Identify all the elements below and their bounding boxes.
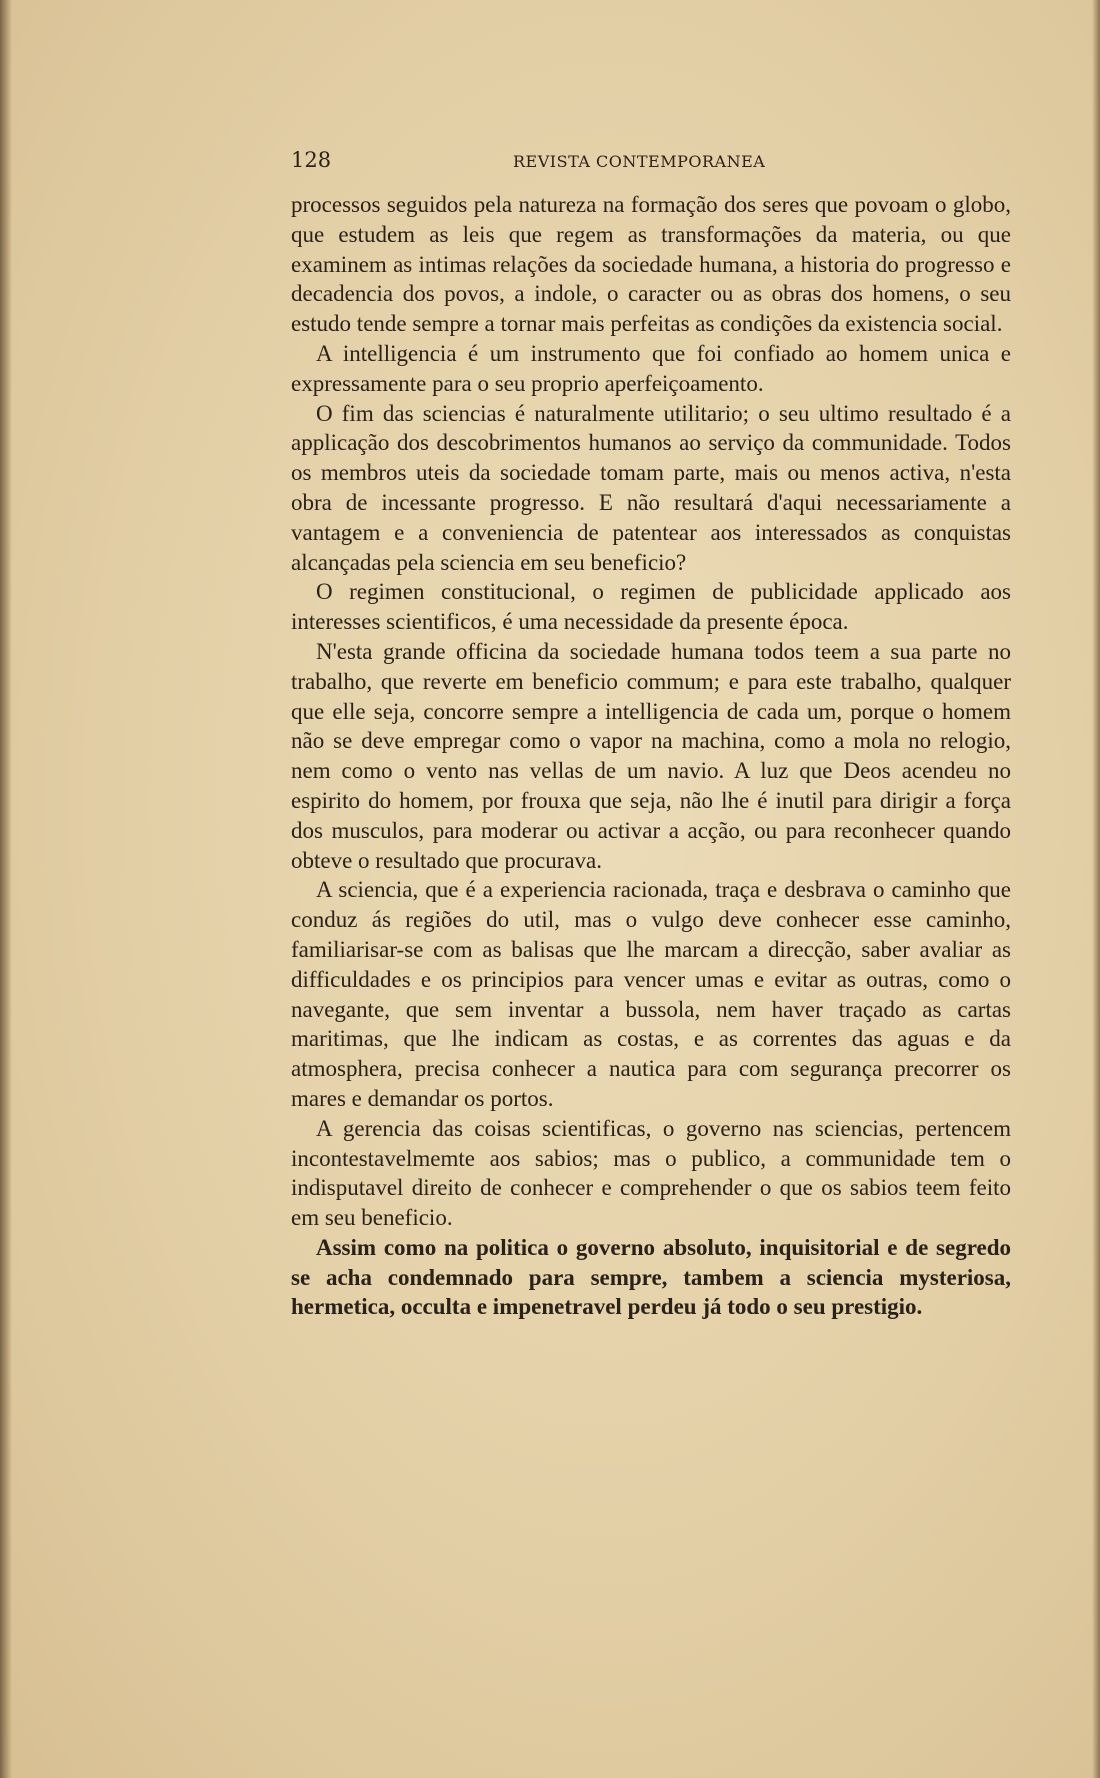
paragraph: O fim das sciencias é naturalmente utilitario; o seu ultimo resultado é a applicação dos descobrimentos humanos ao serviço da communidade. Todos os membros uteis da sociedade tomam parte, mais ou menos activa, n'esta obra de incessante progresso. E não resultará d'aqui necessariamente a vantagem e a conveniencia de patentear aos interessados as conquistas alcançadas pela sciencia em seu beneficio?: [291, 400, 1011, 575]
journal-title: REVISTA CONTEMPORANEA: [513, 152, 766, 171]
paragraph: A intelligencia é um instrumento que foi confiado ao homem unica e expressamente para o seu proprio aperfeiçoamento.: [291, 340, 1011, 396]
page-number: 128: [291, 148, 332, 172]
running-head: [291, 148, 1011, 178]
page-edge-shadow: [1092, 0, 1100, 1778]
paragraph: O regimen constitucional, o regimen de publicidade applicado aos interesses scientificos, é uma necessidade da presente época.: [291, 579, 1011, 635]
paragraph: A gerencia das coisas scientificas, o governo nas sciencias, pertencem incontestavelmemte aos sabios; mas o publico, a communidade tem o indisputavel direito de conhecer e comprehender o que os sabios teem feito em seu beneficio.: [291, 1115, 1011, 1231]
page-gutter-shadow: [0, 0, 12, 1778]
paragraph: A sciencia, que é a experiencia racionada, traça e desbrava o caminho que conduz ás regiões do util, mas o vulgo deve conhecer esse caminho, familiarisar-se com as balisas que lhe marcam a direcção, saber avaliar as difficuldades e os principios para vencer umas e evitar as outras, como o navegante, que sem inventar a bussola, nem haver traçado as cartas maritimas, que lhe indicam as costas, e as correntes das aguas e da atmosphera, precisa conhecer a nautica para com segurança precorrer os mares e demandar os portos.: [291, 877, 1011, 1111]
paragraph: processos seguidos pela natureza na formação dos seres que povoam o globo, que estudem as leis que regem as transformações da materia, ou que examinem as intimas relações da sociedade humana, a historia do progresso e decadencia dos povos, a indole, o caracter ou as obras dos homens, o seu estudo tende sempre a tornar mais perfeitas as condições da existencia social.: [291, 192, 1011, 337]
paragraph: Assim como na politica o governo absoluto, inquisitorial e de segredo se acha condemnado para sempre, tambem a sciencia mysteriosa, hermetica, occulta e impenetravel perdeu já todo o seu prestigio.: [291, 1234, 1011, 1320]
body-text: [291, 190, 1011, 1322]
paragraph: N'esta grande officina da sociedade humana todos teem a sua parte no trabalho, que reverte em beneficio commum; e para este trabalho, qualquer que elle seja, concorre sempre a intelligencia de cada um, porque o homem não se deve empregar como o vapor na machina, como a mola no relogio, nem como o vento nas vellas de um navio. A luz que Deos acendeu no espirito do homem, por frouxa que seja, não lhe é inutil para dirigir a força dos musculos, para moderar ou activar a acção, ou para reconhecer quando obteve o resultado que procurava.: [291, 638, 1011, 873]
